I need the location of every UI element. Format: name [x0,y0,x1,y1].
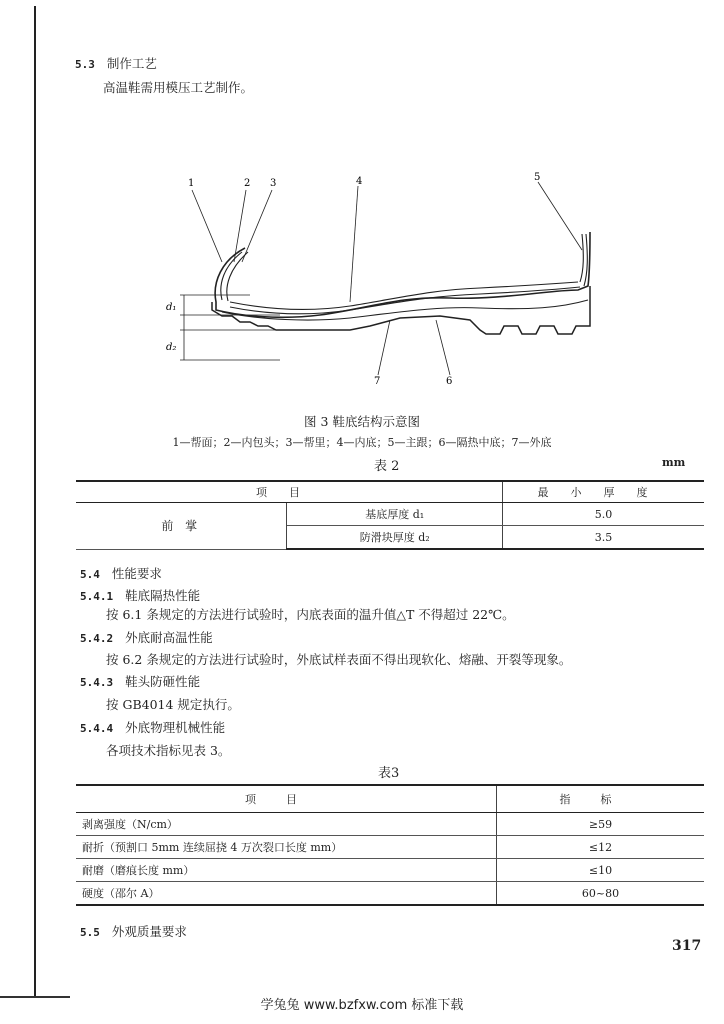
table-2-header-item: 项目 [76,481,503,503]
section-title: 外观质量要求 [111,924,187,939]
section-5-5-heading [80,922,187,940]
table-2-caption: 表 2 [374,459,400,474]
figure-label-4: 4 [356,176,363,187]
footer-watermark: 学兔兔 www.bzfxw.com 标准下载 [260,998,464,1013]
section-title: 外底物理机械性能 [125,720,226,735]
table-2-unit: mm [662,456,686,469]
section-title: 鞋头防砸性能 [125,674,201,689]
section-number: 5.4.1 [80,590,114,603]
section-5-3-text: 高温鞋需用模压工艺制作。 [103,80,254,95]
table-3-row-4-item: 硬度（邵尔 A） [76,882,497,906]
figure-caption: 图 3 鞋底结构示意图 [304,414,420,429]
figure-label-7: 7 [374,376,381,387]
table-2-group-forefoot: 前 掌 [76,503,287,550]
section-number: 5.4.2 [80,632,114,645]
table-3-row-4-value: 60~80 [497,882,705,906]
section-number: 5.4.4 [80,722,114,735]
figure-label-5: 5 [534,172,541,183]
binding-line [34,6,36,996]
table-2-row-1-item: 基底厚度 d₁ [287,503,503,526]
section-title: 性能要求 [111,566,162,581]
table-row [76,882,704,906]
section-title: 鞋底隔热性能 [125,588,201,603]
table-2-row-2-value: 3.5 [503,526,705,550]
table-row [76,836,704,859]
figure-label-1: 1 [188,178,195,189]
table-2 [76,480,704,550]
section-number: 5.5 [80,926,100,939]
figure-label-3: 3 [270,178,277,189]
table-3-header-indicator: 指标 [497,785,705,813]
table-row [76,813,704,836]
table-3-row-3-item: 耐磨（磨痕长度 mm） [76,859,497,882]
section-5-4-2-text: 按 6.2 条规定的方法进行试验时，外底试样表面不得出现软化、熔融、开裂等现象。 [106,652,572,667]
figure-label-6: 6 [446,376,453,387]
table-3-row-2-item: 耐折（预割口 5mm 连续屈挠 4 万次裂口长度 mm） [76,836,497,859]
table-3-caption: 表3 [378,766,400,781]
table-2-row-2-item: 防滑块厚度 d₂ [287,526,503,550]
section-5-4-heading [80,564,162,582]
section-5-4-3-text: 按 GB4014 规定执行。 [106,697,240,712]
table-3-row-1-value: ≥59 [497,813,705,836]
section-5-4-4-heading [80,718,225,736]
figure-legend: 1—帮面；2—内包头；3—帮里；4—内底；5—主跟；6—隔热中底；7—外底 [172,436,552,449]
section-title: 外底耐高温性能 [125,630,213,645]
table-3-row-2-value: ≤12 [497,836,705,859]
table-3-header-item: 项目 [76,785,497,813]
section-5-3-heading [75,54,157,72]
table-3-row-1-item: 剥离强度（N/cm） [76,813,497,836]
table-3 [76,784,704,906]
section-number: 5.4 [80,568,100,581]
section-number: 5.3 [75,58,95,71]
table-row [76,859,704,882]
table-2-header-min-thickness: 最小厚度 [503,481,705,503]
section-number: 5.4.3 [80,676,114,689]
figure-label-d1: d₁ [166,302,177,313]
figure-label-d2: d₂ [166,342,177,353]
page-number: 317 [672,938,702,954]
table-2-row-1-value: 5.0 [503,503,705,526]
section-5-4-4-text: 各项技术指标见表 3。 [106,743,231,758]
table-3-row-3-value: ≤10 [497,859,705,882]
section-5-4-1-heading [80,586,200,604]
section-5-4-2-heading [80,628,213,646]
shoe-sole-structure-diagram [150,170,620,415]
figure-label-2: 2 [244,178,251,189]
section-5-4-1-text: 按 6.1 条规定的方法进行试验时，内底表面的温升值△T 不得超过 22℃。 [106,607,515,622]
section-5-4-3-heading [80,672,200,690]
section-title: 制作工艺 [106,56,157,71]
